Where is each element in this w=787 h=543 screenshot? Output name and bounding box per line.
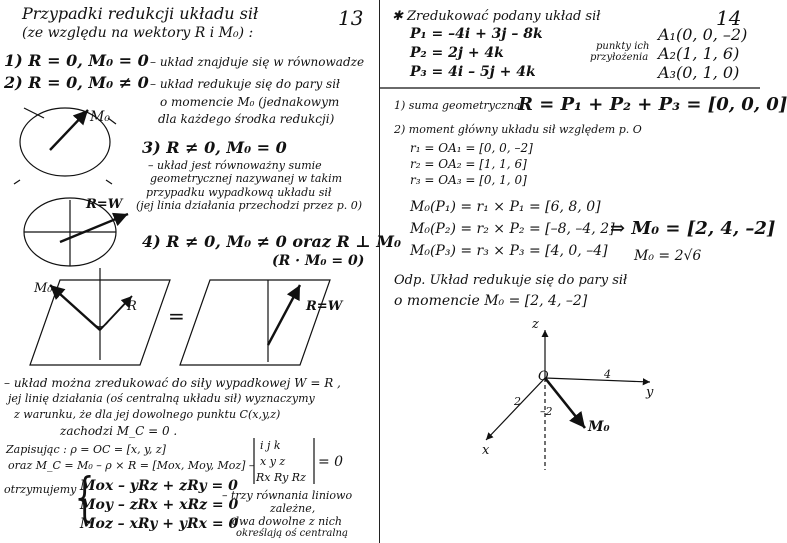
equations-note-1: – trzy równania liniowo [222, 489, 353, 502]
det-row-1: i j k [260, 439, 281, 452]
fig4-equals: = [168, 304, 185, 328]
tick-2: 2 [514, 395, 521, 408]
zapisujac-line: Zapisując : ρ = OC = [x, y, z] [6, 443, 166, 456]
answer-line-1: Odp. Układ redukuje się do pary sił [394, 273, 628, 288]
note-line-3: z warunku, że dla jej dowolnego punktu C(x,y,z) [14, 408, 281, 421]
point-a2: A₂(1, 1, 6) [658, 44, 740, 63]
resultant-diagram [24, 198, 128, 266]
page-subtitle: (ze względu na wektory R i M₀) : [22, 25, 254, 41]
case-2: 2) R = 0, M₀ ≠ 0 [4, 73, 149, 92]
note-line-4: zachodzi M_C = 0 . [60, 424, 178, 438]
tick-4: 4 [604, 368, 611, 381]
case-3-desc-1: – układ jest równoważny sumie [148, 159, 322, 172]
page-number: 13 [338, 6, 364, 30]
page-title: Przypadki redukcji układu sił [22, 4, 259, 23]
case-2-desc-3: dla każdego środka redukcji) [158, 112, 335, 126]
central-axis-diagram [30, 268, 330, 365]
case-1-desc: – układ znajduje się w równowadze [150, 55, 365, 69]
points-note-1: punkty ich [596, 41, 650, 52]
case-4-cond: (R · M₀ = 0) [272, 253, 365, 269]
radius-r2: r₂ = OA₂ = [1, 1, 6] [410, 157, 527, 171]
couple-diagram [14, 108, 116, 184]
radius-r3: r₃ = OA₃ = [0, 1, 0] [410, 173, 527, 187]
det-equals: = 0 [318, 454, 344, 470]
fig4-m0-label: M₀ [34, 281, 53, 296]
equation-1: Mox – yRz + zRy = 0 [80, 478, 238, 494]
axes-diagram [486, 330, 650, 470]
case-3-desc-2: geometrycznej nazywanej w takim [150, 172, 343, 185]
moment-1: M₀(P₁) = r₁ × P₁ = [6, 8, 0] [410, 199, 601, 215]
case-2-desc-1: – układ redukuje się do pary sił [150, 77, 340, 91]
force-p1: P₁ = –4i + 3j – 8k [410, 26, 543, 42]
det-row-2: x y z [260, 455, 286, 468]
case-2-desc-2: o momencie M₀ (jednakowym [160, 95, 340, 109]
note-line-2: jej linię działania (oś centralną układu sił) wyznaczymy [8, 392, 315, 405]
moment-3: M₀(P₃) = r₃ × P₃ = [4, 0, –4] [410, 243, 608, 259]
origin-label: O [538, 369, 549, 384]
fig-m0-label: M₀ [90, 109, 110, 125]
page-number-right: 14 [716, 6, 742, 30]
equation-2: Moy – zRx + xRz = 0 [80, 497, 239, 513]
axis-z-label: z [532, 317, 539, 332]
tick-minus-2: –2 [540, 405, 553, 418]
radius-r1: r₁ = OA₁ = [0, 0, –2] [410, 141, 533, 155]
point-a3: A₃(0, 1, 0) [658, 63, 740, 82]
axes-m0-label: M₀ [588, 419, 610, 435]
fig-rw-label: R=W [86, 197, 123, 212]
case-3-desc-4: (jej linia działania przechodzi przez p. 0) [136, 199, 363, 212]
equations-note-4: określają oś centralną [236, 528, 348, 539]
axis-y-label: y [646, 385, 654, 400]
det-row-3: Rx Ry Rz [256, 471, 306, 484]
step-1-label: 1) suma geometryczna [394, 99, 521, 112]
force-p2: P₂ = 2j + 4k [410, 45, 504, 61]
equations-note-3: dwa dowolne z nich [232, 515, 342, 528]
case-1: 1) R = 0, M₀ = 0 [4, 51, 149, 70]
point-a1: A₁(0, 0, –2) [658, 25, 748, 44]
case-3-desc-3: przypadku wypadkową układu sił [146, 186, 332, 199]
fig4-r-label: R [127, 299, 137, 314]
note-line-1: – układ można zredukować do siły wypadkowej W = R , [4, 376, 341, 390]
fig4-rw-label: R=W [306, 299, 343, 314]
answer-line-2: o momencie M₀ = [2, 4, –2] [394, 293, 588, 309]
moment-result: ⇒ M₀ = [2, 4, –2] [610, 218, 776, 239]
force-p3: P₃ = 4i – 5j + 4k [410, 64, 536, 80]
case-4: 4) R ≠ 0, M₀ ≠ 0 oraz R ⊥ M₀ [142, 232, 401, 251]
equation-brace: { [74, 468, 95, 528]
moment-magnitude: M₀ = 2√6 [634, 248, 702, 264]
task-title: ✱ Zredukować podany układ sił [392, 9, 601, 24]
points-note-2: przyłożenia [590, 52, 649, 63]
axis-x-label: x [482, 443, 490, 458]
step-1-result: R = P₁ + P₂ + P₃ = [0, 0, 0] [518, 94, 787, 115]
moment-2: M₀(P₂) = r₂ × P₂ = [–8, –4, 2] [410, 221, 615, 237]
equation-3: Moz – xRy + yRx = 0 [80, 516, 239, 532]
mc-definition: oraz M_C = M₀ – ρ × R = [Mox, Moy, Moz] – [8, 459, 255, 472]
otrzymujemy: otrzymujemy [4, 483, 77, 496]
step-2-label: 2) moment główny układu sił względem p. O [394, 123, 642, 136]
case-3: 3) R ≠ 0, M₀ = 0 [142, 138, 287, 157]
equations-note-2: zależne, [270, 502, 316, 515]
